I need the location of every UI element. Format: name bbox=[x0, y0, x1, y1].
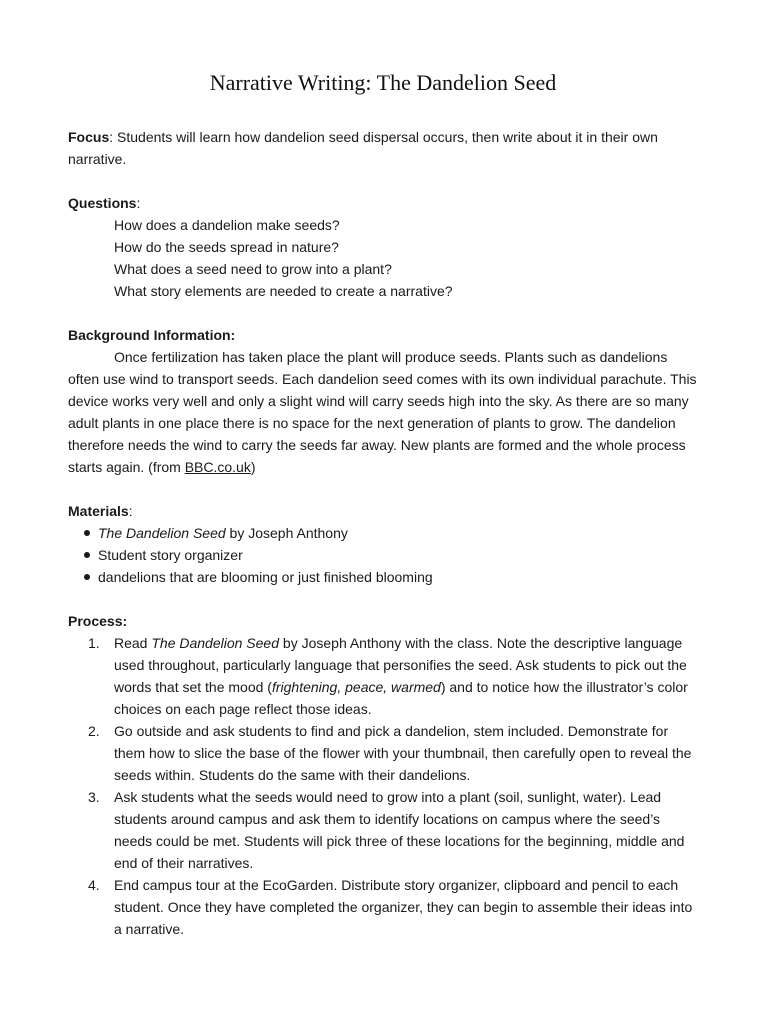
bbc-link[interactable]: BBC.co.uk bbox=[184, 459, 251, 475]
background-label: Background Information: bbox=[68, 327, 236, 343]
step-text: Go outside and ask students to find and pick a dandelion, stem included. Demonstrate for them how to slice the base of the flower with your thumbnail, then carefully open to reveal the seeds within. Students do the same with their dandelions. bbox=[114, 723, 692, 783]
process-list bbox=[68, 632, 698, 940]
materials-list bbox=[68, 522, 698, 588]
step-text: ) and to notice how the illustrator’s color choices on each page reflect those ideas. bbox=[114, 679, 688, 717]
list-item bbox=[98, 566, 698, 588]
question-item: How does a dandelion make seeds? bbox=[114, 217, 340, 233]
materials-colon: : bbox=[128, 503, 133, 519]
question-item: How do the seeds spread in nature? bbox=[114, 239, 339, 255]
step-number: 4. bbox=[88, 877, 100, 893]
focus-paragraph bbox=[68, 126, 698, 170]
materials-heading bbox=[68, 500, 698, 522]
questions-colon: : bbox=[136, 195, 141, 211]
material-text: Student story organizer bbox=[98, 547, 243, 563]
step-text: Ask students what the seeds would need to grow into a plant (soil, sunlight, water). Lead students around campus and ask them to identify locations on campus where the seed’s needs could be met. Students will pick three of these locations for the beginning, middle and end of their narratives. bbox=[114, 789, 685, 871]
material-text: dandelions that are blooming or just finished blooming bbox=[98, 569, 433, 585]
mood-words: frightening, peace, warmed bbox=[271, 679, 441, 695]
process-step-2 bbox=[68, 720, 698, 786]
question-item: What story elements are needed to create a narrative? bbox=[114, 283, 453, 299]
questions-list bbox=[68, 214, 698, 302]
background-paragraph bbox=[68, 346, 698, 478]
question-item: What does a seed need to grow into a plant? bbox=[114, 261, 392, 277]
focus-section bbox=[68, 126, 698, 170]
process-step-4 bbox=[68, 874, 698, 940]
process-step-3 bbox=[68, 786, 698, 874]
questions-label: Questions bbox=[68, 195, 137, 211]
questions-heading bbox=[68, 192, 698, 214]
focus-text: : Students will learn how dandelion seed dispersal occurs, then write about it in their own narrative. bbox=[68, 129, 658, 167]
list-item bbox=[98, 522, 698, 544]
process-section bbox=[68, 610, 698, 940]
step-text: Read bbox=[114, 635, 152, 651]
list-item bbox=[98, 544, 698, 566]
materials-label: Materials bbox=[68, 503, 129, 519]
material-text: by Joseph Anthony bbox=[225, 525, 348, 541]
book-title: The Dandelion Seed bbox=[151, 635, 280, 651]
step-number: 3. bbox=[88, 789, 100, 805]
bullet-icon bbox=[84, 530, 90, 536]
step-text: End campus tour at the EcoGarden. Distribute story organizer, clipboard and pencil to each student. Once they have completed the organizer, they can begin to assemble their ideas into a narrative. bbox=[114, 877, 693, 937]
step-number: 1. bbox=[88, 635, 100, 651]
focus-label: Focus bbox=[68, 129, 110, 145]
bullet-icon bbox=[84, 574, 90, 580]
process-step-1 bbox=[68, 632, 698, 720]
step-number: 2. bbox=[88, 723, 100, 739]
book-title: The Dandelion Seed bbox=[98, 525, 226, 541]
process-label: Process: bbox=[68, 613, 128, 629]
background-text: Once fertilization has taken place the plant will produce seeds. Plants such as dandelions often use wind to transport seeds. Each dandelion seed comes with its own individual parachute. This device works very well and only a slight wind will carry seeds high into the sky. As there are so many adult plants in one place there is no space for the next generation of plants to grow. The dandelion therefore needs the wind to carry the seeds far away. New plants are formed and the whole process starts again. (from bbox=[68, 349, 697, 475]
bullet-icon bbox=[84, 552, 90, 558]
step-text: by Joseph Anthony with the class. Note the descriptive language used throughout, particularly language that personifies the seed. Ask students to pick out the words that set the mood ( bbox=[114, 635, 687, 695]
background-section bbox=[68, 324, 698, 478]
background-text-end: ) bbox=[250, 459, 256, 475]
questions-section bbox=[68, 192, 698, 302]
materials-section bbox=[68, 500, 698, 588]
page-title: Narrative Writing: The Dandelion Seed bbox=[209, 70, 557, 95]
